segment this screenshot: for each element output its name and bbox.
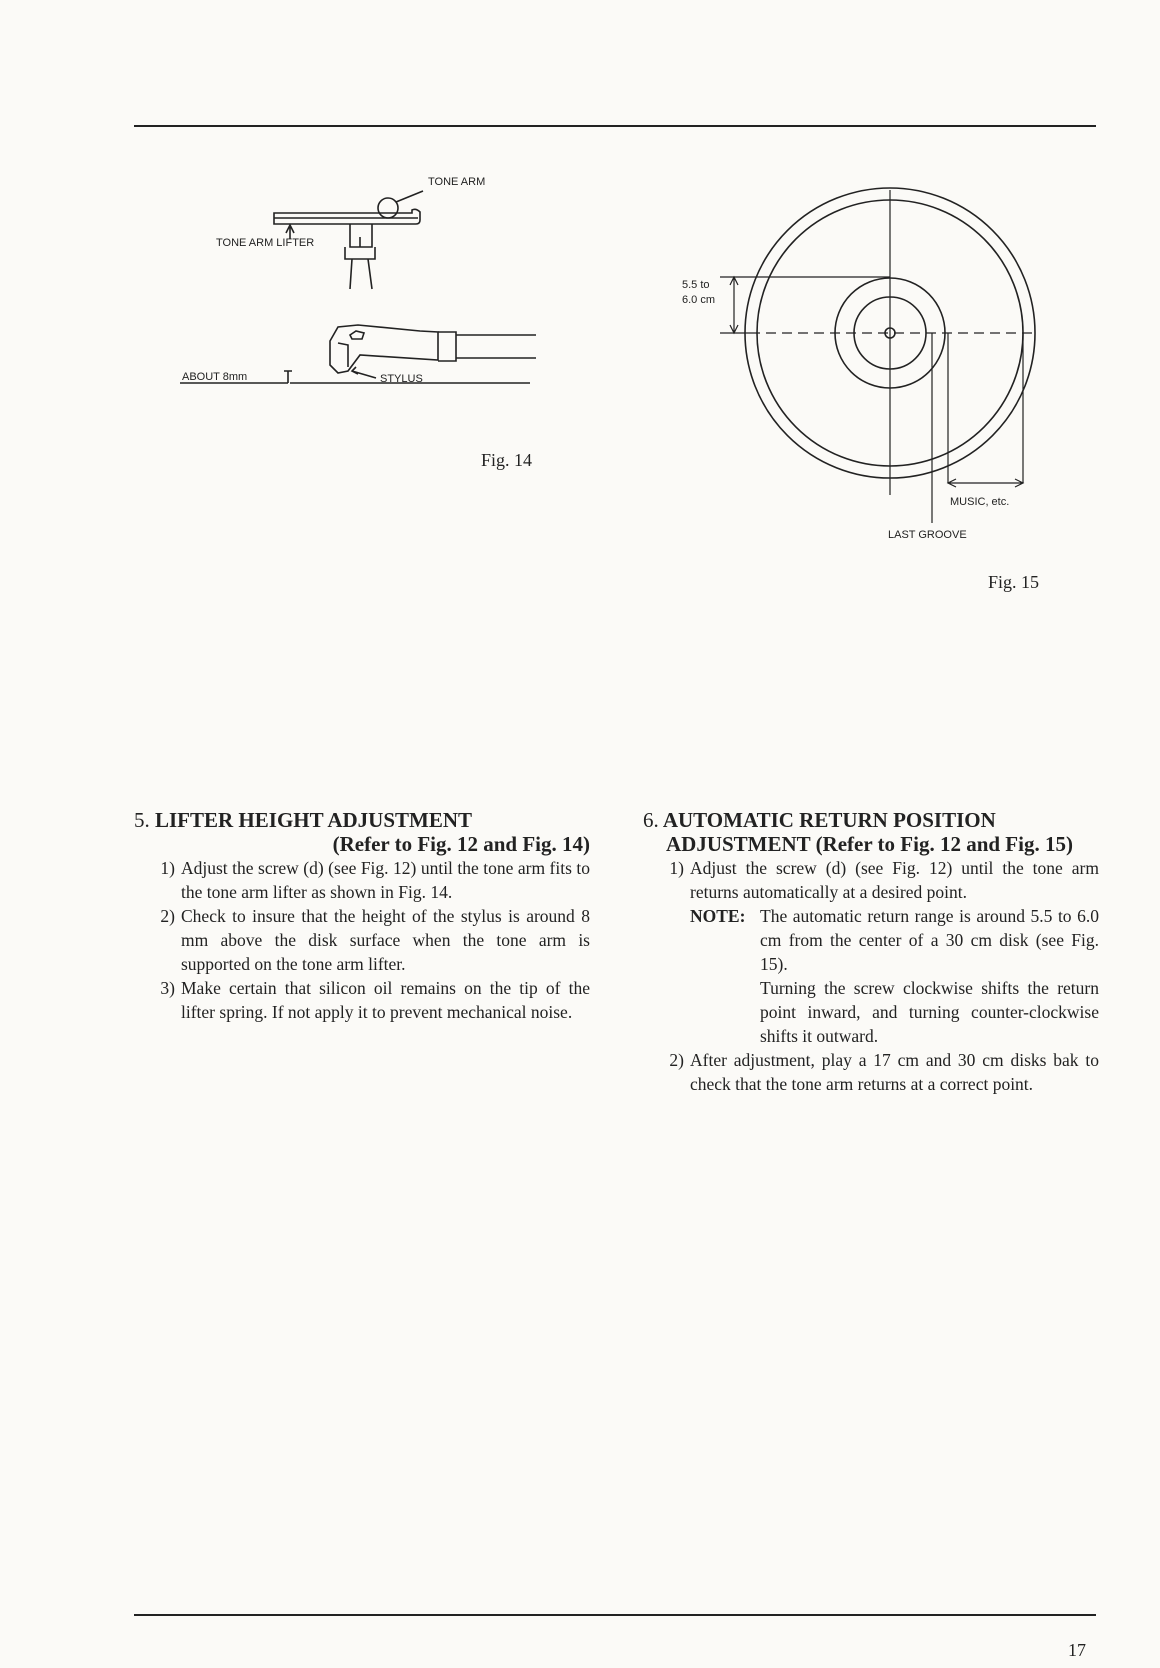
label-last-groove: LAST GROOVE <box>888 529 967 541</box>
section-5-ref: (Refer to Fig. 12 and Fig. 14) <box>332 832 590 856</box>
section-6-ref: (Refer to Fig. 12 and Fig. 15) <box>815 832 1073 856</box>
list-item <box>134 904 590 976</box>
item-text: After adjustment, play a 17 cm and 30 cm disks bak to check that the tone arm returns at a correct point. <box>690 1050 1099 1094</box>
lifter-post <box>350 224 372 247</box>
item-text: Adjust the screw (d) (see Fig. 12) until the tone arm returns automatically at a desired point. <box>690 858 1099 902</box>
arm-pipe <box>438 332 456 361</box>
label-tone-arm-lifter: TONE ARM LIFTER <box>216 237 315 249</box>
section-6-title-line2: ADJUSTMENT <box>666 832 811 856</box>
tone-arm-leader <box>396 191 423 202</box>
range-dimension <box>730 277 738 333</box>
item-number: 2) <box>669 1050 684 1070</box>
music-arrow <box>948 479 1023 487</box>
fig14-caption: Fig. 14 <box>481 450 533 470</box>
item-number: 1) <box>160 858 175 878</box>
section-5-title: LIFTER HEIGHT ADJUSTMENT <box>155 808 473 832</box>
section-6-heading <box>643 808 1099 856</box>
section-6-title-line1: AUTOMATIC RETURN POSITION <box>662 808 996 832</box>
note-paragraph: Turning the screw clockwise shifts the return point inward, and turning counter-clockwise shifts it outward. <box>760 978 1099 1046</box>
page-number: 17 <box>1068 1640 1086 1660</box>
headshell <box>330 325 438 373</box>
list-item <box>643 856 1099 904</box>
label-range-line1: 5.5 to <box>682 279 710 291</box>
item-text: Adjust the screw (d) (see Fig. 12) until the tone arm fits to the tone arm lifter as shown in Fig. 14. <box>181 858 590 902</box>
note-body <box>760 904 1099 1048</box>
label-music: MUSIC, etc. <box>950 496 1010 508</box>
fig15-caption: Fig. 15 <box>988 572 1040 592</box>
section-6-title-line2-wrap <box>643 832 1099 856</box>
section-5 <box>134 808 590 1024</box>
item-text: Check to insure that the height of the stylus is around 8 mm above the disk surface when the tone arm is supported on the tone arm lifter. <box>181 906 590 974</box>
dim-8mm <box>284 371 292 383</box>
stylus-leader <box>352 367 376 378</box>
item-text: Make certain that silicon oil remains on the tip of the lifter spring. If not apply it to prevent mechanical noise. <box>181 978 590 1022</box>
label-about-8mm: ABOUT 8mm <box>182 371 248 383</box>
list-item <box>134 976 590 1024</box>
tone-arm-circle <box>378 198 398 218</box>
section-6 <box>643 808 1099 1096</box>
note-paragraph: The automatic return range is around 5.5 to 6.0 cm from the center of a 30 cm disk (see Fig. 15). <box>760 906 1099 974</box>
label-tone-arm: TONE ARM <box>428 176 486 188</box>
list-item <box>643 1048 1099 1096</box>
section-5-number: 5. <box>134 808 150 832</box>
item-number: 3) <box>160 978 175 998</box>
list-item <box>134 856 590 904</box>
header-rule <box>134 125 1096 127</box>
label-range-line2: 6.0 cm <box>682 294 716 306</box>
section-6-number: 6. <box>643 808 659 832</box>
note <box>643 904 1099 1048</box>
label-stylus: STYLUS <box>380 373 423 385</box>
section-5-heading <box>134 808 590 856</box>
note-label: NOTE: <box>690 906 746 926</box>
item-number: 1) <box>669 858 684 878</box>
fig15-diagram <box>682 185 1040 545</box>
fig14-diagram <box>180 175 550 425</box>
footer-rule <box>134 1614 1096 1616</box>
item-number: 2) <box>160 906 175 926</box>
